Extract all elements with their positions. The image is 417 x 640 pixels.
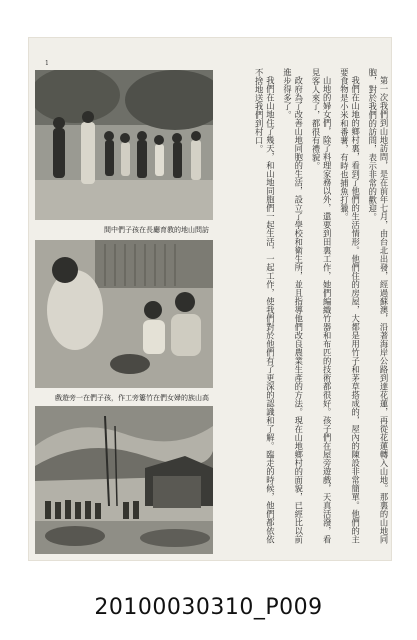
- photo-officials-with-children: [35, 70, 213, 220]
- article-paragraph: 第一次我們到山地訪問，是在前年七月，由台北出發，經過蘇澳，沿著海岸公路到達花蓮，再從花蓮轉入山地。那裏的山地同胞，對於我們的訪問，表示非常的歡迎。: [367, 68, 389, 544]
- article-paragraph: 山地的婦女們，除了料理家務以外，還要到田裏工作，她們編織竹器和布匹的技術都很好。孩子們在屋旁遊戲，天真活潑，看見客人來了，都很有禮貌。: [310, 68, 333, 544]
- photo-village-gathering: [35, 406, 213, 554]
- article-text: [217, 68, 389, 548]
- photo-1-image: [35, 70, 213, 220]
- photo-2-caption: 高山族的婦女們在竹簍旁工作，孩子們在一旁遊戲: [55, 394, 209, 402]
- article-paragraph: 政府為了改善山地同胞的生活，設立了學校和衛生所，並且指導他們改良農業生產的方法。現在山地鄉村的面貌，已經比以前進步得多了。: [282, 68, 304, 544]
- archive-id: 20100030310_P009: [94, 595, 323, 620]
- scanned-page: [29, 38, 391, 560]
- photo-3-image: [35, 406, 213, 554]
- article-paragraph: 我們在山地住了幾天，和山地同胞們一起生活，一起工作，使我們對於他們有了更深的認識和了解。臨走的時候，他們都依依不捨地送我們到村口。: [254, 68, 276, 544]
- page-number: 1: [45, 60, 49, 67]
- photo-women-weaving: [35, 240, 213, 388]
- article-paragraph: 我們在山地的鄉村裏，看到了他們的生活情形。他們住的房屋，大都是用竹子和茅草搭成的，屋內的陳設非常簡單。他們的主要食物是小米和番薯，有時也捕魚打獵。: [339, 68, 361, 544]
- photo-2-image: [35, 240, 213, 388]
- photo-1-caption: 訪問山地的教育廳長在孩子們中間: [104, 226, 209, 234]
